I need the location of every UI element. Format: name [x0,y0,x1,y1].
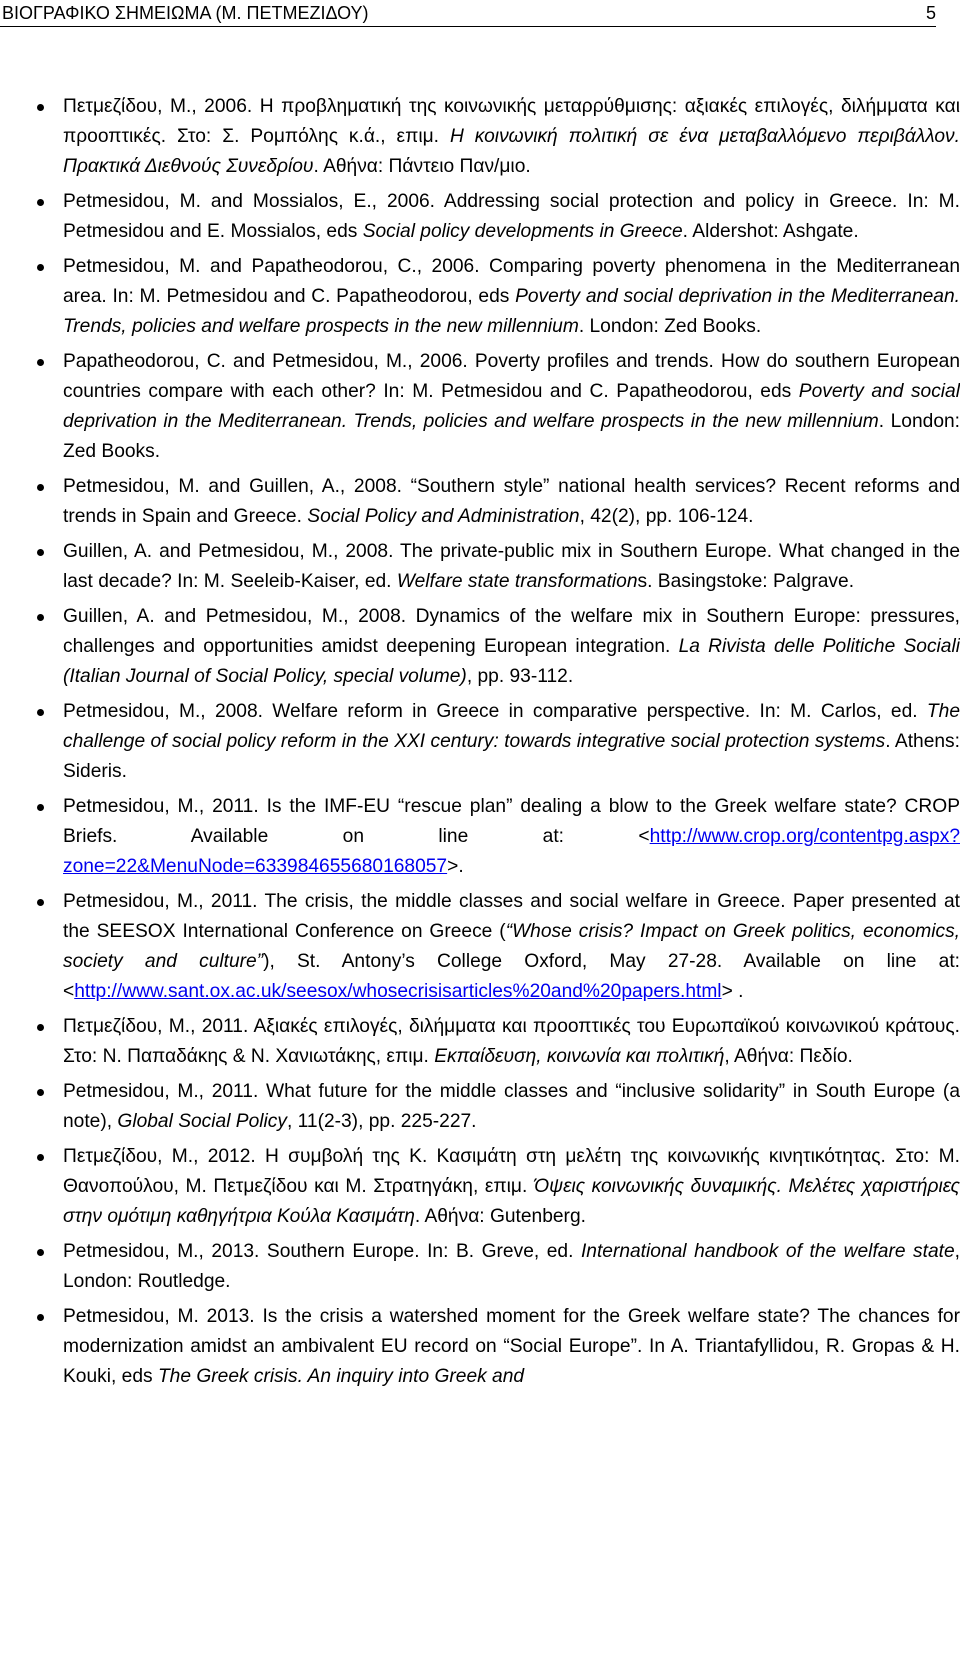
page-number: 5 [925,3,936,23]
reference-item: Petmesidou, M., 2008. Welfare reform in Greece in comparative perspective. In: M. Carlos, ed. The challenge of social policy reform in the XXI century: towards integrative social protection systems. Athens: Sideris. [0,697,960,787]
header-title: ΒΙΟΓΡΑΦΙΚΟ ΣΗΜΕΙΩΜΑ (Μ. ΠΕΤΜΕΖΙΔΟΥ) [2,3,369,23]
bullet-icon [37,804,44,811]
reference-list [0,92,960,1397]
reference-item: Petmesidou, M., 2011. What future for the middle classes and “inclusive solidarity” in South Europe (a note), Global Social Policy, 11(2-3), pp. 225-227. [0,1077,960,1137]
bullet-icon [37,1249,44,1256]
reference-item: Petmesidou, M., 2011. Is the IMF-EU “rescue plan” dealing a blow to the Greek welfare state? CROP Briefs. Available on line at: <http://www.crop.org/contentpg.aspx?zone=22&MenuNode=633984655680168057>. [0,792,960,882]
bullet-icon [37,359,44,366]
reference-item: Πετμεζίδου, Μ., 2012. Η συμβολή της Κ. Κασιμάτη στη μελέτη της κοινωνικής κινητικότητας. Στο: Μ. Θανοπούλου, Μ. Πετμεζίδου και Μ. Στρατηγάκη, επιμ. Όψεις κοινωνικής δυναμικής. Μελέτες χαριστήριες στην ομότιμη καθηγήτρια Κούλα Κασιμάτη. Αθήνα: Gutenberg. [0,1142,960,1232]
reference-item: Petmesidou, M. and Papatheodorou, C., 2006. Comparing poverty phenomena in the Mediterranean area. In: M. Petmesidou and C. Papatheodorou, eds Poverty and social deprivation in the Mediterranean. Trends, policies and welfare prospects in the new millennium. London: Zed Books. [0,252,960,342]
bullet-icon [37,1154,44,1161]
reference-item: Guillen, A. and Petmesidou, M., 2008. The private-public mix in Southern Europe. What changed in the last decade? In: M. Seeleib-Kaiser, ed. Welfare state transformations. Basingstoke: Palgrave. [0,537,960,597]
bullet-icon [37,709,44,716]
bullet-icon [37,614,44,621]
reference-item: Petmesidou, M., 2013. Southern Europe. In: B. Greve, ed. International handbook of the welfare state, London: Routledge. [0,1237,960,1297]
bullet-icon [37,549,44,556]
bullet-icon [37,1089,44,1096]
bullet-icon [37,1024,44,1031]
reference-item: Petmesidou, M. and Mossialos, E., 2006. Addressing social protection and policy in Greece. In: M. Petmesidou and E. Mossialos, eds Social policy developments in Greece. Aldershot: Ashgate. [0,187,960,247]
reference-item: Guillen, A. and Petmesidou, M., 2008. Dynamics of the welfare mix in Southern Europe: pressures, challenges and opportunities amidst deepening European integration. La Rivista delle Politiche Sociali (Italian Journal of Social Policy, special volume), pp. 93-112. [0,602,960,692]
crop-brief-link[interactable]: http://www.crop.org/contentpg.aspx?zone=22&MenuNode=633984655680168057 [63,826,960,877]
bullet-icon [37,199,44,206]
reference-item: Petmesidou, M., 2011. The crisis, the middle classes and social welfare in Greece. Paper presented at the SEESOX International Conference on Greece (“Whose crisis? Impact on Greek politics, economics, society and culture”), St. Antony’s College Oxford, May 27-28. Available on line at: <http://www.sant.ox.ac.uk/seesox/whosecrisisarticles%20and%20papers.html> . [0,887,960,1007]
reference-item: Petmesidou, M. 2013. Is the crisis a watershed moment for the Greek welfare state? The chances for modernization amidst an ambivalent EU record on “Social Europe”. In A. Triantafyllidou, R. Gropas & H. Kouki, eds The Greek crisis. An inquiry into Greek and [0,1302,960,1392]
reference-item: Petmesidou, M. and Guillen, A., 2008. “Southern style” national health services? Recent reforms and trends in Spain and Greece. Social Policy and Administration, 42(2), pp. 106-124. [0,472,960,532]
page-header [0,0,936,27]
reference-item: Πετμεζίδου, Μ., 2006. Η προβληματική της κοινωνικής μεταρρύθμισης: αξιακές επιλογές, διλήμματα και προοπτικές. Στο: Σ. Ρομπόλης κ.ά., επιμ. Η κοινωνική πολιτική σε ένα μεταβαλλόμενο περιβάλλον. Πρακτικά Διεθνούς Συνεδρίου. Αθήνα: Πάντειο Παν/μιο. [0,92,960,182]
bullet-icon [37,1314,44,1321]
bullet-icon [37,104,44,111]
reference-item: Papatheodorou, C. and Petmesidou, M., 2006. Poverty profiles and trends. How do southern European countries compare with each other? In: M. Petmesidou and C. Papatheodorou, eds Poverty and social deprivation in the Mediterranean. Trends, policies and welfare prospects in the new millennium. London: Zed Books. [0,347,960,467]
bullet-icon [37,264,44,271]
reference-item: Πετμεζίδου, Μ., 2011. Αξιακές επιλογές, διλήμματα και προοπτικές του Ευρωπαϊκού κοινωνικού κράτους. Στο: Ν. Παπαδάκης & Ν. Χανιωτάκης, επιμ. Εκπαίδευση, κοινωνία και πολιτική, Αθήνα: Πεδίο. [0,1012,960,1072]
bullet-icon [37,484,44,491]
bullet-icon [37,899,44,906]
seesox-paper-link[interactable]: http://www.sant.ox.ac.uk/seesox/whosecrisisarticles%20and%20papers.html [74,981,722,1002]
